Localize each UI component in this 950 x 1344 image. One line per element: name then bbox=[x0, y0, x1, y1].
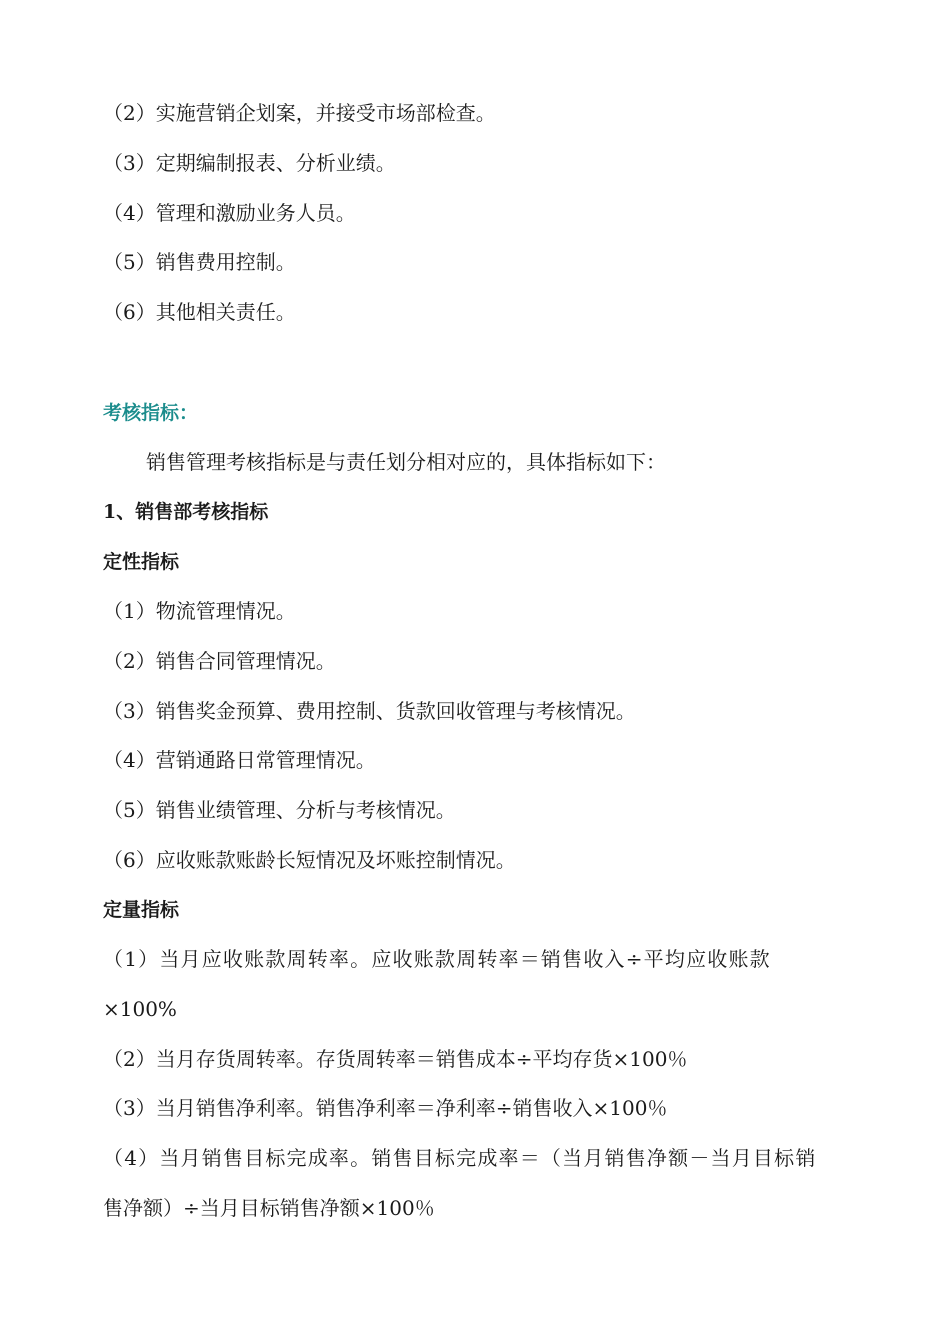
responsibility-item-3: （3）定期编制报表、分析业绩。 bbox=[103, 151, 396, 175]
qualitative-item-5: （5）销售业绩管理、分析与考核情况。 bbox=[103, 798, 456, 822]
responsibility-item-6: （6）其他相关责任。 bbox=[103, 300, 296, 324]
responsibility-item-2: （2）实施营销企划案，并接受市场部检查。 bbox=[103, 101, 496, 125]
quantitative-item-1-line1: （1）当月应收账款周转率。应收账款周转率＝销售收入÷平均应收账款 bbox=[103, 947, 771, 971]
quantitative-item-4-line1: （4）当月销售目标完成率。销售目标完成率＝（当月销售净额－当月目标销 bbox=[103, 1146, 817, 1170]
kpi-heading: 考核指标： bbox=[103, 402, 199, 424]
qualitative-item-4: （4）营销通路日常管理情况。 bbox=[103, 748, 376, 772]
quantitative-item-4-line2: 售净额）÷当月目标销售净额×100％ bbox=[103, 1196, 435, 1220]
kpi-intro: 销售管理考核指标是与责任划分相对应的，具体指标如下： bbox=[146, 450, 666, 474]
responsibility-item-4: （4）管理和激励业务人员。 bbox=[103, 201, 356, 225]
qualitative-item-2: （2）销售合同管理情况。 bbox=[103, 649, 336, 673]
quantitative-item-1-line2: ×100% bbox=[103, 997, 177, 1021]
qualitative-item-3: （3）销售奖金预算、费用控制、货款回收管理与考核情况。 bbox=[103, 699, 636, 723]
quantitative-item-2: （2）当月存货周转率。存货周转率＝销售成本÷平均存货×100％ bbox=[103, 1047, 688, 1071]
qualitative-item-6: （6）应收账款账龄长短情况及坏账控制情况。 bbox=[103, 848, 516, 872]
quantitative-item-3: （3）当月销售净利率。销售净利率＝净利率÷销售收入×100％ bbox=[103, 1096, 668, 1120]
responsibility-item-5: （5）销售费用控制。 bbox=[103, 250, 296, 274]
qualitative-item-1: （1）物流管理情况。 bbox=[103, 599, 296, 623]
section1-title: 1、销售部考核指标 bbox=[103, 501, 269, 523]
quantitative-title: 定量指标 bbox=[103, 899, 180, 921]
qualitative-title: 定性指标 bbox=[103, 551, 180, 573]
